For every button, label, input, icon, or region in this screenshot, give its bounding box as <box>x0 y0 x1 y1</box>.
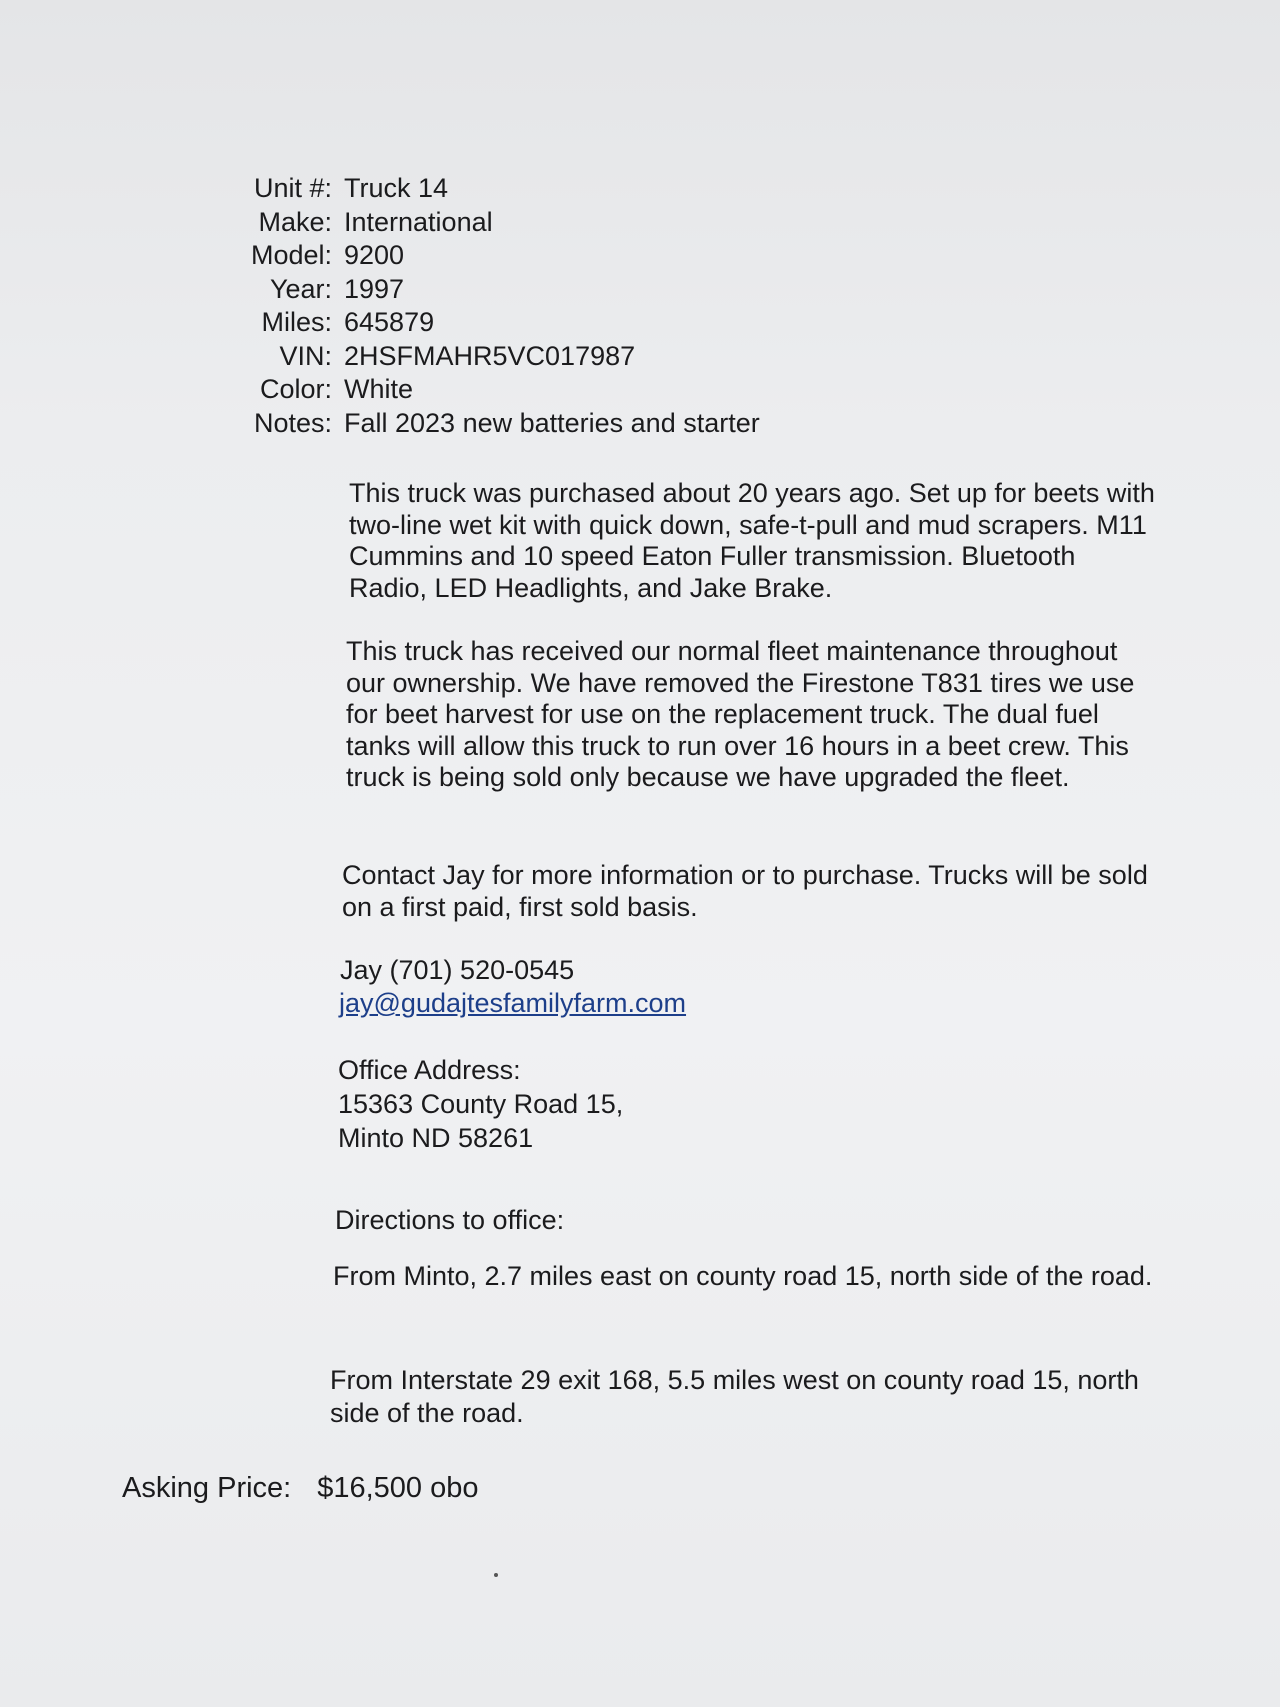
field-value: Fall 2023 new batteries and starter <box>344 407 760 438</box>
field-value: White <box>344 374 414 405</box>
asking-price-label: Asking Price: <box>122 1472 292 1504</box>
field-label: Year: <box>269 273 332 304</box>
field-label: Make: <box>258 206 332 237</box>
field-value: 645879 <box>344 307 435 338</box>
directions-from-minto: From Minto, 2.7 miles east on county road 15, north side of the road. <box>333 1261 1153 1291</box>
field-label: Unit #: <box>253 173 332 204</box>
field-label: Notes: <box>253 407 332 438</box>
field-value: International <box>344 206 493 237</box>
directions-label: Directions to office: <box>335 1205 565 1235</box>
field-year <box>240 273 760 307</box>
field-color <box>240 373 760 407</box>
field-make <box>240 206 760 240</box>
office-address-line1: 15363 County Road 15, <box>338 1089 624 1119</box>
maintenance-paragraph: This truck has received our normal fleet maintenance throughout our ownership. We have removed the Firestone T831 tires we use for beet harvest for use on the replacement truck. The dual fuel tanks will allow this truck to run over 16 hours in a beet crew. This truck is being sold only because we have upgraded the fleet. <box>346 636 1135 792</box>
office-address-line2: Minto ND 58261 <box>338 1123 534 1153</box>
field-vin <box>240 340 760 374</box>
paper-speck <box>494 1573 498 1577</box>
contact-email-link[interactable]: jay@gudajtesfamilyfarm.com <box>339 988 687 1018</box>
field-unit <box>240 172 760 206</box>
asking-price <box>122 1472 479 1505</box>
field-value: 9200 <box>344 240 405 271</box>
field-model <box>240 239 760 273</box>
office-address-label: Office Address: <box>338 1055 521 1085</box>
field-label: Model: <box>250 240 332 271</box>
field-label: Miles: <box>261 307 332 338</box>
field-value: 2HSFMAHR5VC017987 <box>344 340 636 371</box>
field-value: 1997 <box>344 273 405 304</box>
field-label: Color: <box>259 374 332 405</box>
asking-price-value: $16,500 obo <box>317 1472 479 1504</box>
office-address <box>338 1053 1148 1155</box>
contact-name-phone: Jay (701) 520-0545 <box>340 955 575 985</box>
field-value: Truck 14 <box>344 173 449 204</box>
field-label: VIN: <box>279 340 332 371</box>
directions-from-interstate: From Interstate 29 exit 168, 5.5 miles west on county road 15, north side of the road. <box>330 1365 1139 1428</box>
field-notes <box>240 407 760 441</box>
field-miles <box>240 306 760 340</box>
description-paragraph: This truck was purchased about 20 years ago. Set up for beets with two-line wet kit with quick down, safe-t-pull and mud scrapers. M11 Cummins and 10 speed Eaton Fuller transmission. Bluetooth Radio, LED Headlights, and Jake Brake. <box>349 478 1155 603</box>
vehicle-details <box>240 172 760 440</box>
contact-paragraph: Contact Jay for more information or to purchase. Trucks will be sold on a first paid, first sold basis. <box>342 860 1148 922</box>
